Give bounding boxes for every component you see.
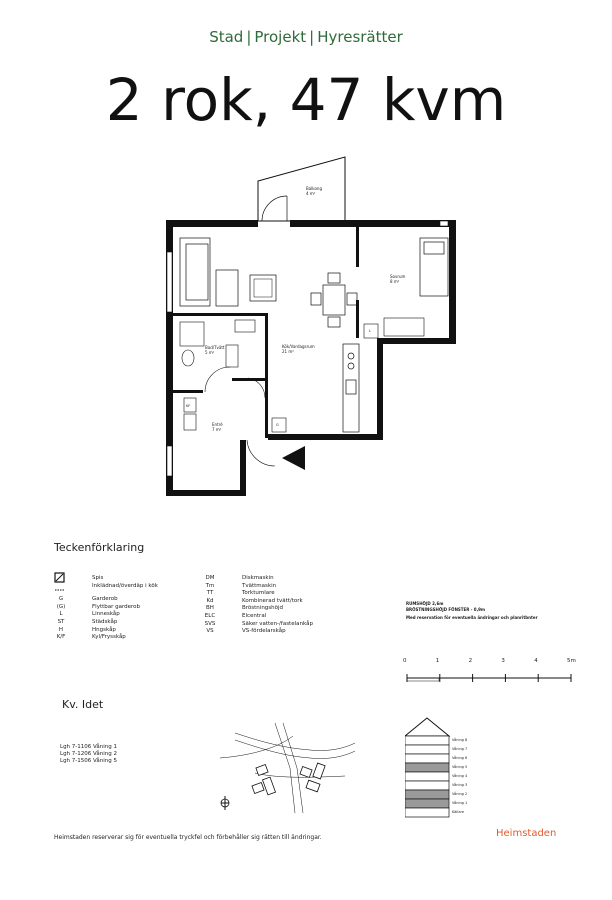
fixture-label-l: L [369,329,371,333]
building-floor [405,781,449,790]
scale-tick-label: 4 [534,658,538,664]
legend-text: Kombinerad tvätt/tork [242,597,303,604]
legend-text: Bröstningshöjd [242,605,284,612]
breadcrumb-stad: Stad [209,28,244,46]
building-level-label: Källare [452,810,464,814]
building-floor [405,772,449,781]
kitchen-counter [343,344,359,432]
entrance-wardrobes [184,398,286,432]
legend-text: Elcentral [242,613,267,619]
legend-key: ELC [204,613,216,619]
note-window-height: BRÖSTNINGSHÖJD FÖNSTER - 0,9m [406,607,486,612]
entrance-door-arc [247,440,275,466]
building-floor [405,736,449,745]
legend-key: H [58,626,64,633]
sofa [180,238,238,306]
legend-key: SVS [204,620,216,627]
building-floor [405,754,449,763]
location-heading: Kv. Idet [62,698,104,711]
legend-text: Flyttbar garderob [92,603,141,610]
compass-icon [221,796,229,810]
notes [406,601,596,620]
brand-logo: Heimstaden [496,828,557,839]
legend-text: Inklädnad/överdäp i kök [92,582,158,589]
building-floor [405,808,449,817]
legend-item [38,634,208,642]
building-floor [405,745,449,754]
legend-text: Garderob [92,596,118,603]
legend-heading: Teckenförklaring [54,541,145,554]
legend-text: Kyl/Frysskåp [92,634,126,641]
legend-text: Spis [92,575,104,581]
room-label-entre [212,422,223,432]
legend-key: G [58,596,64,603]
building-level-label: Våning 5 [452,765,468,769]
bathroom-door-arc [205,367,230,392]
site-roads [220,723,355,813]
legend-text: Tvättmaskin [242,582,277,589]
armchair-seat [254,279,272,297]
legend-item [38,583,208,591]
legend-text: VS-fördelarskåp [242,628,286,635]
building-level-label: Våning 6 [452,756,468,760]
legend-text: Säker vatten-/fastelankåp [242,620,313,627]
legend-key: ST [57,619,65,625]
balcony-door-arc [262,196,287,221]
breadcrumb-separator: | [246,28,252,46]
room-label-kok-vardagsrum [282,344,315,354]
legend-key: K/F [56,634,66,641]
building-level-label: Våning 7 [452,747,468,751]
entrance-arrow-icon [282,446,305,470]
building-level-label: Våning 8 [452,738,468,742]
scale-tick-label: 2 [468,658,473,664]
dining-table [311,273,357,327]
building-roof [405,718,449,736]
building-level-labels [452,736,492,822]
room-label-bad [205,345,224,355]
scale-tick-label: 0 [403,658,407,664]
legend-key: TT [206,590,214,597]
legend-key: (G) [56,603,66,610]
fixture-label-g: G [276,423,279,427]
legend-left-column [38,575,208,685]
site-buildings [252,763,325,795]
apartment-item: Lgh 7-1506 Våning 5 [60,758,117,764]
legend-text: Linneskåp [92,611,120,618]
fixture-label-kf: KF [186,404,191,408]
building-level-label: Våning 1 [452,801,468,805]
note-reservation: Med reservation för eventuella ändringar och planritbnter [406,615,538,620]
apartment-list [60,744,117,765]
scale-tick-label: 5m [567,658,576,664]
legend-key: L [59,611,63,618]
note-room-height: RUMSHÖJD 2,6m [406,601,444,606]
interior-walls [173,227,359,438]
scale-labels [404,658,576,668]
scale-tick-label: 3 [501,658,505,664]
room-label-sovrum [390,274,405,284]
page-title: 2 rok, 47 kvm [105,66,507,134]
bed [420,238,448,296]
room-area: 4 m² [306,191,316,196]
legend-key: Tm [205,582,215,589]
room-name: Sovrum [390,274,406,279]
balcony-outline [258,157,345,221]
legend-key: Kd [206,597,214,604]
outer-walls [166,220,456,496]
legend-text: Städskåp [92,619,118,625]
legend-text: Diskmaskin [242,575,274,581]
apartment-item: Lgh 7-1106 Våning 1 [60,744,117,750]
legend-right-column [186,575,366,685]
room-area: 21 m² [282,349,294,354]
bedroom-wardrobe [384,318,424,336]
legend-key: VS [206,628,214,635]
room-name: Entré [212,422,223,427]
bathroom-fixtures [180,320,255,367]
legend-text: Torktumlare [242,590,275,597]
building-level-label: Våning 3 [452,783,468,787]
legend-key: DM [205,575,215,581]
legend-key: BH [206,605,214,612]
linen-closet [364,324,378,338]
breadcrumb-typ: Hyresrätter [317,28,403,46]
room-name: Bad/Tvätt [205,345,225,350]
scale-tick-label: 1 [435,658,440,664]
building-floor [405,763,449,772]
building-floor [405,799,449,808]
room-label-balkong [306,186,322,196]
room-area: 5 m² [205,350,215,355]
room-area: 7 m² [212,427,222,432]
room-name: Kök/Vardagsrum [282,344,315,349]
room-area: 8 m² [390,279,400,284]
legend-item [186,628,356,636]
breadcrumb-projekt: Projekt [254,28,307,46]
footer-disclaimer: Heimstaden reserverar sig för eventuella tryckfel och förbehåller sig rätten till ändringar. [54,834,322,841]
legend-text: Hngskåp [92,626,116,633]
apartment-item: Lgh 7-1206 Våning 2 [60,751,117,757]
building-level-label: Våning 4 [452,774,468,778]
breadcrumb-separator: | [309,28,315,46]
building-level-label: Våning 2 [452,792,468,796]
scale-bar [404,670,576,684]
room-name: Balkong [306,186,323,191]
building-floor [405,790,449,799]
site-map [215,718,360,818]
